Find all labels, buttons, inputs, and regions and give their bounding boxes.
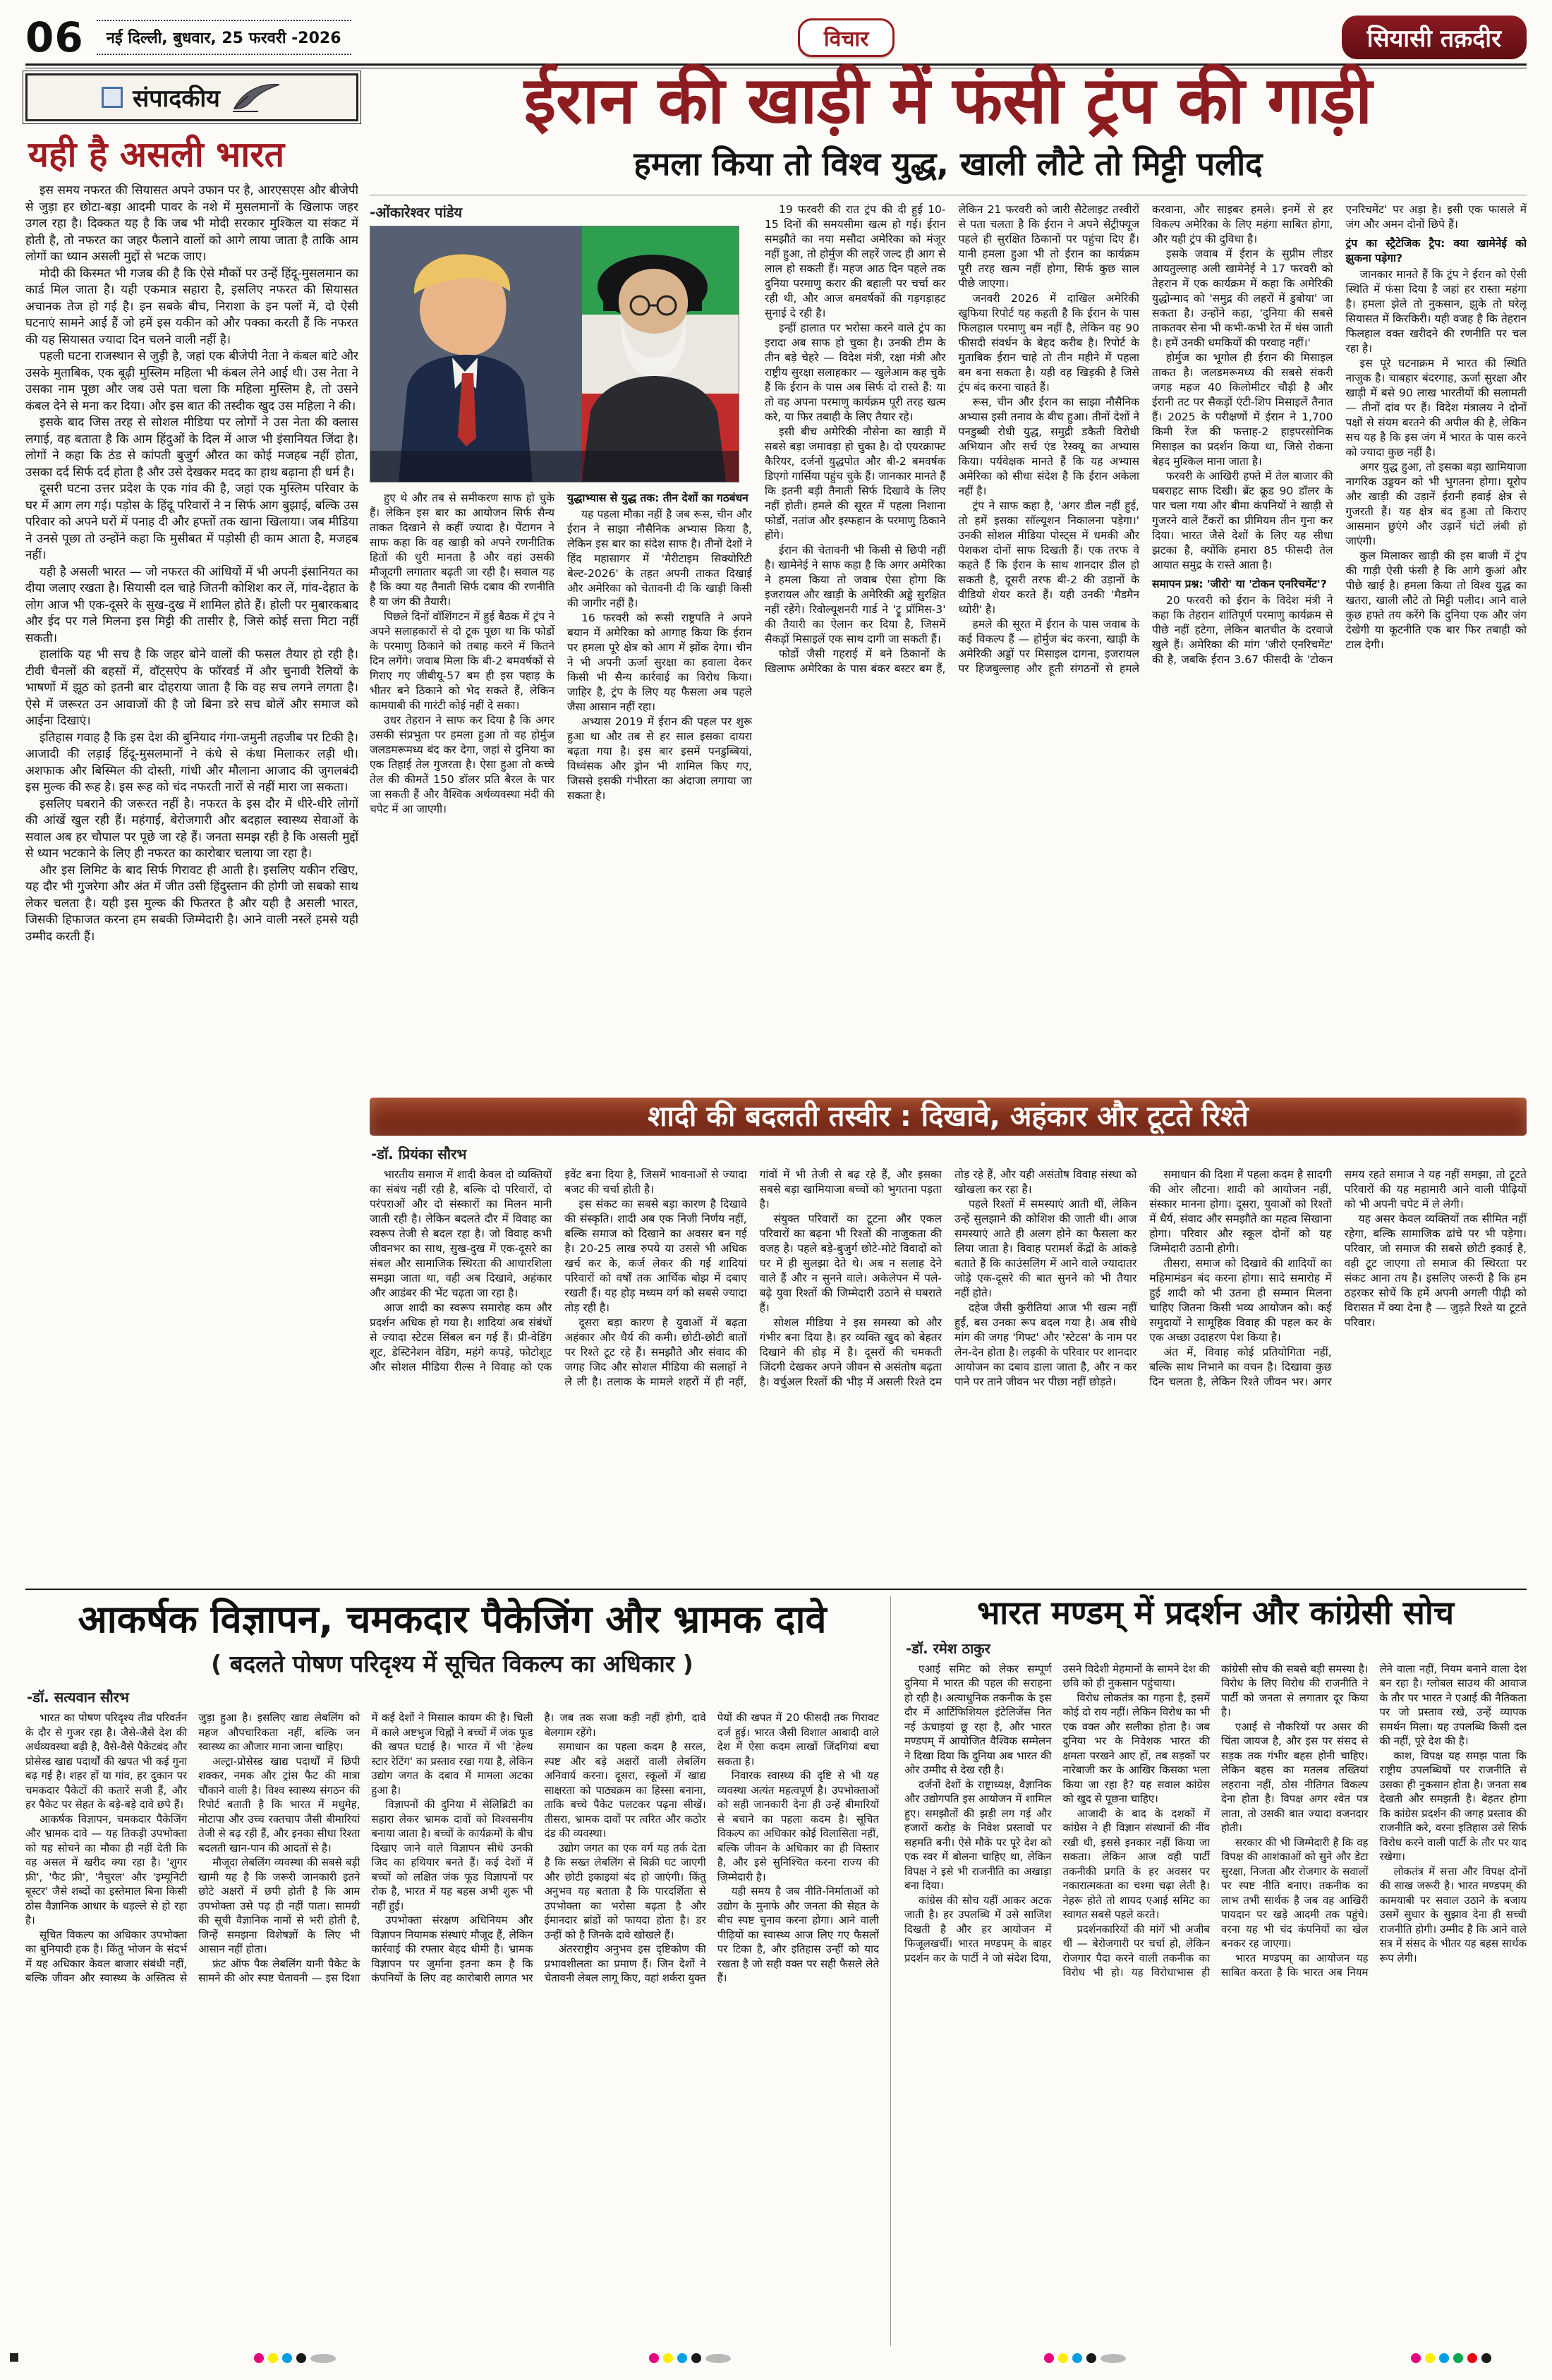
paragraph: उपभोक्ता संरक्षण अधिनियम और विज्ञापन नियामक संस्थाएं मौजूद हैं, लेकिन कार्रवाई की रफ्तार बेहद धीमी है। भ्रामक विज्ञापन पर जुर्माना इतना कम है कि कंपनियों के लिए वह कारोबारी लागत भर है। जब तक सजा कड़ी नहीं होगी, दावे बेलगाम रहेंगे। (371, 1711, 706, 1985)
section-label: विचार (798, 18, 895, 57)
paragraph: तीसरा, समाज को दिखावे की शादियों का महिमामंडन बंद करना होगा। सादे समारोह में हुई शादी को भी उतना ही सम्मान मिलना चाहिए जितना किसी भव्य आयोजन को। कई समुदायों ने सामूहिक विवाह की पहल कर के एक अच्छा उदाहरण पेश किया है। (1149, 1257, 1332, 1344)
editorial-section-label: संपादकीय (133, 85, 220, 113)
paragraph: इस समय नफरत की सियासत अपने उफान पर है, आरएसएस और बीजेपी से जुड़ा हर छोटा-बड़ा आदमी पावर के नशे में मुसलमानों के खिलाफ जहर उगल रहा है। दिक्कत यह है कि जब भी मोदी सरकार मुश्किल या संकट में होती है, तो नफरत का जहर फैलाने वालों को आगे लाया जाता है ताकि आम लोगों का ध्यान असली मुद्दों से भटक जाए। (25, 183, 358, 264)
paragraph: युद्धाभ्यास से युद्ध तक: तीन देशों का गठबंधन (567, 491, 748, 504)
lead-subhead: हमला किया तो विश्व युद्ध, खाली लौटे तो मिट्टी पलीद (633, 144, 1263, 183)
paragraph: आजादी के बाद के दशकों में कांग्रेस ने ही विज्ञान संस्थानों की नींव रखी थी, इससे इनकार नहीं किया जा सकता। लेकिन आज वही पार्टी तकनीकी प्रगति के हर अवसर पर नकारात्मकता का चश्मा चढ़ा लेती है। नेहरू होते तो शायद एआई समिट का स्वागत सबसे पहले करते। (1062, 1807, 1210, 1921)
paragraph: 20 फरवरी को ईरान के विदेश मंत्री ने कहा कि तेहरान शांतिपूर्ण परमाणु कार्यक्रम से पीछे नहीं हटेगा, लेकिन बातचीत के दरवाजे खुले हैं। अमेरिका की मांग 'जीरो एनरिचमेंट' की है, जबकि ईरान 3.67 फीसदी के 'टोकन एनरिचमेंट' पर अड़ा है। इसी एक फासले में जंग और अमन दोनों छिपे हैं। (1152, 202, 1527, 666)
paragraph: समापन प्रश्न: 'जीरो' या 'टोकन एनरिचमेंट'? (1152, 577, 1327, 590)
lead-body (370, 202, 1527, 1093)
registration-mark-group (1044, 2353, 1126, 2363)
paragraph: इन्हीं हालात पर भरोसा करने वाले ट्रंप का इरादा अब साफ हो चुका है। उनकी टीम के तीन बड़े चेहरे — विदेश मंत्री, रक्षा मंत्री और राष्ट्रीय सुरक्षा सलाहकार — खुलेआम कह चुके हैं कि ईरान के पास अब सिर्फ दो रास्ते हैं: या तो वह अपना परमाणु कार्यक्रम पूरी तरह खत्म करे, या फिर तबाही के लिए तैयार रहे। (765, 321, 946, 423)
food-labeling-article (25, 1598, 879, 2348)
bottom-band-rule (25, 1589, 1527, 1590)
editorial-body (25, 183, 358, 1544)
registration-mark-group (649, 2353, 731, 2363)
paragraph: और इस लिमिट के बाद सिर्फ गिरावट ही आती है। इसलिए यकीन रखिए, यह दौर भी गुजरेगा और अंत में जीत उसी हिंदुस्तान की होगी जो सबको साथ लेकर चलता है। यही इस मुल्क की फितरत है और यही है असली भारत, जिसकी हिफाजत करना हम सबकी जिम्मेदारी है। आने वाली नस्लें हमसे यही उम्मीद करती हैं। (25, 863, 358, 944)
paragraph: ट्रंप ने साफ कहा है, 'अगर डील नहीं हुई, तो हमें इसका सॉल्यूशन निकालना पड़ेगा।' उनकी सोशल मीडिया पोस्ट्स में धमकी और पेशकश दोनों साफ दिखती हैं। एक तरफ वे कहते हैं कि ईरान के साथ शानदार डील हो सकती है, दूसरी तरफ बी-2 की उड़ानों के वीडियो शेयर करते हैं। यही उनकी 'मैडमैन थ्योरी' है। (958, 499, 1139, 616)
paragraph: इसी बीच अमेरिकी नौसेना का खाड़ी में सबसे बड़ा जमावड़ा हो चुका है। दो एयरक्राफ्ट कैरियर, दर्जनों युद्धपोत और बी-2 बमवर्षक डिएगो गार्सिया पहुंच चुके हैं। जानकार मानते हैं कि इतनी बड़ी तैनाती सिर्फ दिखावे के लिए नहीं होती। हमले की सूरत में पहला निशाना फोर्डो, नतांज और इस्फहान के परमाणु ठिकाने होंगे। (765, 425, 946, 542)
paragraph: इस पूरे घटनाक्रम में भारत की स्थिति नाजुक है। चाबहार बंदरगाह, ऊर्जा सुरक्षा और खाड़ी में बसे 90 लाख भारतीयों की सलामती — तीनों दांव पर हैं। विदेश मंत्रालय ने दोनों पक्षों से संयम बरतने की अपील की है, लेकिन सच यह है कि इस जंग में भारत के पास करने को ज्यादा कुछ नहीं है। (1345, 356, 1527, 459)
editorial-headline: यही है असली भारत (28, 134, 285, 175)
paragraph: अगर युद्ध हुआ, तो इसका बड़ा खामियाजा नागरिक उड्डयन को भी भुगतना होगा। यूरोप और खाड़ी की उड़ानें ईरानी हवाई क्षेत्र से गुजरती हैं। यह क्षेत्र बंद हुआ तो किराए आसमान छुएंगे और उड़ानें घंटों लंबी हो जाएंगी। (1345, 460, 1527, 547)
lead-headline: ईरान की खाड़ी में फंसी ट्रंप की गाड़ी (523, 63, 1373, 138)
mandapam-headline: भारत मण्डम् में प्रदर्शन और कांग्रेसी सोच (976, 1593, 1455, 1632)
registration-mark-group (1411, 2353, 1491, 2363)
paragraph: 19 फरवरी की रात ट्रंप की दी हुई 10-15 दिनों की समयसीमा खत्म हो गई। ईरान समझौते का नया मसौदा अमेरिका को मंजूर नहीं हुआ, तो होर्मुज की लहरें जल्द ही आग से लाल हो सकती हैं। महज आठ दिन पहले तक दुनिया परमाणु करार की बहाली पर चर्चा कर रही थी, और आज बमवर्षकों की गड़गड़ाहट सुनाई दे रही है। (765, 202, 946, 320)
paragraph: समाधान का पहला कदम है सरल, स्पष्ट और बड़े अक्षरों वाली लेबलिंग अनिवार्य करना। दूसरा, स्कूलों में खाद्य साक्षरता को पाठ्यक्रम का हिस्सा बनाना, ताकि बच्चे पैकेट पलटकर पढ़ना सीखें। तीसरा, भ्रामक दावों पर त्वरित और कठोर दंड की व्यवस्था। (544, 1740, 706, 1840)
lead-byline: -ओंकारेश्वर पांडेय (370, 203, 463, 221)
page-header (25, 14, 1527, 61)
paragraph: फ्रंट ऑफ पैक लेबलिंग यानी पैकेट के सामने की ओर स्पष्ट चेतावनी — इस दिशा में कई देशों ने मिसाल कायम की है। चिली में काले अष्टभुज चिह्नों ने बच्चों में जंक फूड की खपत घटाई है। भारत में भी 'हेल्थ स्टार रेटिंग' का प्रस्ताव रखा गया है, लेकिन उद्योग जगत के दबाव में मामला अटका हुआ है। (198, 1711, 533, 1985)
paragraph: कांग्रेस की सोच यहीं आकर अटक जाती है। हर उपलब्धि में उसे साजिश दिखती है और हर आयोजन में फिजूलखर्ची। भारत मण्डपम् के बाहर प्रदर्शन कर के पार्टी ने जो संदेश दिया, उसने विदेशी मेहमानों के सामने देश की छवि को ही नुकसान पहुंचाया। (904, 1662, 1210, 1965)
paragraph: दर्जनों देशों के राष्ट्राध्यक्ष, वैज्ञानिक और उद्योगपति इस आयोजन में शामिल हुए। समझौतों की झड़ी लग गई और हजारों करोड़ के निवेश प्रस्तावों पर सहमति बनी। ऐसे मौके पर पूरे देश को एक स्वर में बोलना चाहिए था, लेकिन विपक्ष ने इसे भी राजनीति का अखाड़ा बना दिया। (904, 1778, 1052, 1893)
paragraph: अल्ट्रा-प्रोसेस्ड खाद्य पदार्थों में छिपी शक्कर, नमक और ट्रांस फैट की मात्रा चौंकाने वाली है। विश्व स्वास्थ्य संगठन की रिपोर्ट बताती है कि भारत में मधुमेह, मोटापा और उच्च रक्तचाप जैसी बीमारियां तेजी से बढ़ रही हैं, और इनका सीधा रिश्ता बदलती खान-पान की आदतों से है। (198, 1754, 360, 1854)
lead-left-block (370, 202, 752, 1093)
quill-pen-icon (230, 82, 282, 113)
paragraph: यह पहला मौका नहीं है जब रूस, चीन और ईरान ने साझा नौसैनिक अभ्यास किया है, लेकिन इस बार का संदेश साफ है। तीनों देशों ने हिंद महासागर में 'मैरीटाइम सिक्योरिटी बेल्ट-2026' के तहत अपनी ताकत दिखाई और अमेरिका को चेतावनी दी कि खाड़ी किसी की जागीर नहीं है। (567, 507, 752, 609)
paragraph: हालांकि यह भी सच है कि जहर बोने वालों की फसल तैयार हो रही है। टीवी चैनलों की बहसों में, वॉट्सऐप के फॉरवर्ड में और चुनावी रैलियों के भाषणों में झूठ को इतनी बार दोहराया जाता है कि वह सच लगने लगता है। ऐसे में जरूरत उन आवाजों की है जो बिना डरे सच बोलें और समाज को आईना दिखाएं। (25, 648, 358, 728)
page-number: 06 (25, 13, 84, 61)
paragraph: अंतरराष्ट्रीय अनुभव इस दृष्टिकोण की प्रभावशीलता का प्रमाण हैं। जिन देशों ने चेतावनी लेबल लागू किए, वहां शर्करा युक्त पेयों की खपत में 20 फीसदी तक गिरावट दर्ज हुई। भारत जैसी विशाल आबादी वाले देश में ऐसा कदम लाखों जिंदगियां बचा सकता है। (544, 1711, 879, 1985)
marriage-article (370, 1098, 1527, 1583)
paragraph: हुए थे और तब से समीकरण साफ हो चुके हैं। लेकिन इस बार का आयोजन सिर्फ सैन्य ताकत दिखाने से कहीं ज्यादा है। पेंटागन ने साफ कहा कि वह खाड़ी को अपने रणनीतिक हितों की धुरी मानता है और वहां उसकी मौजूदगी लगातार बढ़ती जा रही है। सवाल यह है कि क्या यह तैनाती सिर्फ दबाव की रणनीति है या जंग की तैयारी। (370, 491, 554, 608)
paragraph: एआई समिट को लेकर सम्पूर्ण दुनिया में भारत की पहल की सराहना हो रही है। अत्याधुनिक तकनीक के इस दौर में आर्टिफिशियल इंटेलिजेंस नित नई ऊंचाइयां छू रहा है, और भारत मण्डपम् में आयोजित वैश्विक सम्मेलन ने दिखा दिया कि दुनिया अब भारत की ओर उम्मीद से देख रही है। (904, 1662, 1052, 1777)
paragraph: दूसरा बड़ा कारण है युवाओं में बढ़ता अहंकार और धैर्य की कमी। छोटी-छोटी बातों पर रिश्ते टूट रहे हैं। समझौते और संवाद की जगह जिद और सोशल मीडिया की सलाहों ने ले ली है। तलाक के मामले शहरों में ही नहीं, गांवों में भी तेजी से बढ़ रहे हैं, और इसका सबसे बड़ा खामियाजा बच्चों को भुगतना पड़ता है। (564, 1168, 942, 1388)
registration-mark-group (254, 2353, 336, 2363)
paragraph: काश, विपक्ष यह समझ पाता कि राष्ट्रीय उपलब्धियों पर राजनीति से उसका ही नुकसान होता है। जनता सब देखती और समझती है। बेहतर होगा कि कांग्रेस प्रदर्शन की जगह प्रस्ताव की राजनीति करे, वरना इतिहास उसे सिर्फ विरोध करने वाली पार्टी के तौर पर याद रखेगा। (1379, 1749, 1527, 1864)
paragraph: आकर्षक विज्ञापन, चमकदार पैकेजिंग और भ्रामक दावे — यह तिकड़ी उपभोक्ता को यह सोचने का मौका ही नहीं देती कि वह असल में खरीद क्या रहा है। 'शुगर फ्री', 'फैट फ्री', 'नैचुरल' और 'इम्यूनिटी बूस्टर' जैसे शब्दों का इस्तेमाल बिना किसी ठोस वैज्ञानिक आधार के धड़ल्ले से हो रहा है। (25, 1812, 188, 1927)
mandapam-body (904, 1662, 1527, 2324)
editorial-column (25, 73, 358, 1580)
paragraph: हमले की सूरत में ईरान के पास जवाब के कई विकल्प हैं — होर्मुज बंद करना, खाड़ी के अमेरिकी अड्डों पर मिसाइल दागना, इजरायल पर हिजबुल्लाह और हूती संगठनों से हमले करवाना, और साइबर हमले। इनमें से हर विकल्प अमेरिका के लिए महंगा साबित होगा, और यही ट्रंप की दुविधा है। (958, 202, 1333, 675)
paragraph: प्रदर्शनकारियों की मांगें भी अजीब थीं — बेरोजगारी पर चर्चा हो, लेकिन रोजगार पैदा करने वाली तकनीक का विरोध भी हो। यह विरोधाभास ही कांग्रेसी सोच की सबसे बड़ी समस्या है। विरोध के लिए विरोध की राजनीति ने पार्टी को जनता से लगातार दूर किया है। (1062, 1662, 1369, 1979)
paragraph: अंत में, विवाह कोई प्रतियोगिता नहीं, बल्कि साथ निभाने का वचन है। दिखावा कुछ दिन चलता है, लेकिन रिश्ते जीवन भर। अगर समय रहते समाज ने यह नहीं समझा, तो टूटते परिवारों की यह महामारी आने वाली पीढ़ियों को भी अपनी चपेट में ले लेगी। (1149, 1168, 1527, 1388)
paragraph: 16 फरवरी को रूसी राष्ट्रपति ने अपने बयान में अमेरिका को आगाह किया कि ईरान पर हमला पूरे क्षेत्र को आग में झोंक देगा। चीन ने भी अपनी ऊर्जा सुरक्षा का हवाला देकर किसी भी सैन्य कार्रवाई का विरोध किया। जाहिर है, ट्रंप के लिए यह फैसला अब पहले जैसा आसान नहीं रहा। (567, 611, 752, 713)
paragraph: फोर्डो जैसी गहराई में बने ठिकानों के खिलाफ अमेरिका के पास बंकर बस्टर बम हैं, लेकिन 21 फरवरी को जारी सैटेलाइट तस्वीरों से पता चलता है कि ईरान ने अपने सेंट्रीफ्यूज पहले ही सुरक्षित ठिकानों पर पहुंचा दिए हैं। यानी हमला हुआ भी तो ईरान का कार्यक्रम पूरी तरह खत्म नहीं होगा, सिर्फ कुछ साल पीछे जाएगा। (765, 202, 1139, 675)
paragraph: विरोध लोकतंत्र का गहना है, इसमें कोई दो राय नहीं। लेकिन विरोध का भी एक वक्त और सलीका होता है। जब दुनिया भर के निवेशक भारत की क्षमता परखने आए हों, तब सड़कों पर नारेबाजी कर के आखिर किसका भला किया जा रहा है? यह सवाल कांग्रेस को खुद से पूछना चाहिए। (1062, 1691, 1210, 1806)
paragraph: रूस, चीन और ईरान का साझा नौसैनिक अभ्यास इसी तनाव के बीच हुआ। तीनों देशों ने पनडुब्बी रोधी युद्ध, समुद्री डकैती विरोधी अभियान और सर्च एंड रेस्क्यू का अभ्यास किया। पर्यवेक्षक मानते हैं कि यह अभ्यास अमेरिका को सीधा संदेश है कि ईरान अकेला नहीं है। (958, 395, 1139, 497)
paragraph: निवारक स्वास्थ्य की दृष्टि से भी यह व्यवस्था अत्यंत महत्वपूर्ण है। उपभोक्ताओं को सही जानकारी देना ही उन्हें बीमारियों से बचाने का पहला कदम है। सूचित विकल्प का अधिकार कोई विलासिता नहीं, बल्कि जीवन के अधिकार का ही विस्तार है, और इसे सुनिश्चित करना राज्य की जिम्मेदारी है। (717, 1769, 879, 1883)
paragraph: इतिहास गवाह है कि इस देश की बुनियाद गंगा-जमुनी तहजीब पर टिकी है। आजादी की लड़ाई हिंदू-मुसलमानों ने कंधे से कंधा मिलाकर लड़ी थी। अशफाक और बिस्मिल की दोस्ती, गांधी और मौलाना आजाद की जुगलबंदी इस मुल्क की रूह है। इस रूह को चंद नफरती नारों से नहीं मारा जा सकता। (25, 730, 358, 794)
paragraph: कुल मिलाकर खाड़ी की इस बाजी में ट्रंप की गाड़ी ऐसी फंसी है कि आगे कुआं और पीछे खाई है। हमला किया तो विश्व युद्ध का खतरा, खाली लौटे तो मिट्टी पलीद। आने वाले कुछ हफ्ते तय करेंगे कि दुनिया एक और जंग देखेगी या कूटनीति एक बार फिर तबाही को टाल देगी। (1345, 549, 1527, 651)
lead-article (370, 63, 1527, 1089)
paragraph: फरवरी के आखिरी हफ्ते में तेल बाजार की घबराहट साफ दिखी। ब्रेंट क्रूड 90 डॉलर के पार चला गया और बीमा कंपनियों ने खाड़ी से गुजरने वाले टैंकरों का प्रीमियम तीन गुना कर दिया। भारत जैसे देशों के लिए यह सीधा झटका है, क्योंकि हमारा 85 फीसदी तेल आयात समुद्र के रास्ते आता है। (1152, 469, 1333, 571)
mandapam-article (904, 1594, 1527, 2348)
paragraph: यह असर केवल व्यक्तियों तक सीमित नहीं रहेगा, बल्कि सामाजिक ढांचे पर भी पड़ेगा। परिवार, जो समाज की सबसे छोटी इकाई है, वही टूट जाएगा तो समाज की स्थिरता पर संकट आना तय है। इसलिए जरूरी है कि हम ठहरकर सोचें कि हमें अपनी अगली पीढ़ी को विरासत में क्या देना है — जुड़ते रिश्ते या टूटते परिवार। (1344, 1213, 1527, 1329)
registration-marks-strip (0, 2350, 1552, 2372)
paragraph: सूचित विकल्प का अधिकार उपभोक्ता का बुनियादी हक है। किंतु भोजन के संदर्भ में यह अधिकार केवल बाजार संबंधी नहीं, बल्कि जीवन और स्वास्थ्य के अस्तित्व से जुड़ा हुआ है। इसलिए खाद्य लेबलिंग को महज औपचारिकता नहीं, बल्कि जन स्वास्थ्य का औजार माना जाना चाहिए। (25, 1711, 360, 1985)
paragraph: इस संकट का सबसे बड़ा कारण है दिखावे की संस्कृति। शादी अब एक निजी निर्णय नहीं, बल्कि समाज को दिखाने का अवसर बन गई है। 20-25 लाख रुपये या उससे भी अधिक खर्च कर के, कर्ज लेकर की गई शादियां परिवारों को वर्षों तक आर्थिक बोझ में दबाए रखती हैं। यह होड़ मध्यम वर्ग को सबसे ज्यादा तोड़ रही है। (564, 1198, 747, 1314)
paragraph: भारत मण्डपम् का आयोजन यह साबित करता है कि भारत अब नियम लेने वाला नहीं, नियम बनाने वाला देश बन रहा है। ग्लोबल साउथ की आवाज के तौर पर भारत ने एआई की नैतिकता पर जो प्रस्ताव रखे, उन्हें व्यापक समर्थन मिला। यह उपलब्धि किसी दल की नहीं, पूरे देश की है। (1221, 1662, 1527, 1979)
paragraph: सोशल मीडिया ने इस समस्या को और गंभीर बना दिया है। हर व्यक्ति खुद को बेहतर दिखाने की होड़ में है। दूसरों की चमकती जिंदगी देखकर अपने जीवन से असंतोष बढ़ता है। वर्चुअल रिश्तों की भीड़ में असली रिश्ते दम तोड़ रहे हैं, और यही असंतोष विवाह संस्था को खोखला कर रहा है। (759, 1168, 1137, 1388)
paragraph: भारत का पोषण परिदृश्य तीव्र परिवर्तन के दौर से गुजर रहा है। जैसे-जैसे देश की अर्थव्यवस्था बढ़ी है, वैसे-वैसे पैकेटबंद और प्रोसेस्ड खाद्य पदार्थों की खपत भी कई गुना बढ़ गई है। शहर हों या गांव, हर दुकान पर चमकदार पैकेटों की कतारें सजी हैं, और हर पैकेट पर सेहत के बड़े-बड़े दावे छपे हैं। (25, 1711, 188, 1811)
paragraph: लोकतंत्र में सत्ता और विपक्ष दोनों की साख जरूरी है। भारत मण्डपम् की कामयाबी पर सवाल उठाने के बजाय उसमें सुधार के सुझाव देना ही सच्ची राजनीति होगी। उम्मीद है कि आने वाले सत्र में संसद के भीतर यह बहस सार्थक रूप लेगी। (1379, 1864, 1527, 1965)
food-subhead: ( बदलते पोषण परिदृश्य में सूचित विकल्प का अधिकार ) (211, 1650, 693, 1678)
editorial-section-box (25, 73, 358, 121)
paragraph: दहेज जैसी कुरीतियां आज भी खत्म नहीं हुईं, बस उनका रूप बदल गया है। अब सीधे मांग की जगह 'गिफ्ट' और 'स्टेटस' के नाम पर लेन-देन होता है। लड़की के परिवार पर शानदार आयोजन का दबाव डाला जाता है, और न कर पाने पर ताने जीवन भर पीछा नहीं छोड़ते। (954, 1301, 1137, 1388)
marriage-body (370, 1167, 1527, 1581)
paragraph: ट्रंप का स्ट्रैटेजिक ट्रैप: क्या खामेनेई को झुकना पड़ेगा? (1345, 236, 1527, 265)
paragraph: आज शादी का स्वरूप समारोह कम और प्रदर्शन अधिक हो गया है। शादियां अब संबंधों से ज्यादा स्टेटस सिंबल बन गई हैं। प्री-वेडिंग शूट, डेस्टिनेशन वेडिंग, महंगे कपड़े, फोटोशूट और सोशल मीडिया रील्स ने विवाह को एक इवेंट बना दिया है, जिसमें भावनाओं से ज्यादा बजट की चर्चा होती है। (370, 1168, 747, 1373)
paragraph: संयुक्त परिवारों का टूटना और एकल परिवारों का बढ़ना भी रिश्तों की नाजुकता की वजह है। पहले बड़े-बुजुर्ग छोटे-मोटे विवादों को घर में ही सुलझा देते थे। अब न सलाह देने वाले हैं और न सुनने वाले। अकेलेपन में पले-बढ़े युवा रिश्तों की जिम्मेदारी उठाने से घबराते हैं। (759, 1213, 942, 1314)
lead-left-text (370, 491, 752, 1083)
marriage-headline: शादी की बदलती तस्वीर : दिखावे, अहंकार और टूटते रिश्ते (370, 1098, 1527, 1136)
paragraph: पहली घटना राजस्थान से जुड़ी है, जहां एक बीजेपी नेता ने कंबल बांटे और उसके मुताबिक, एक बूढ़ी मुस्लिम महिला भी कंबल लेने आई थी। उस नेता ने उसका नाम पूछा और जब उसे पता चला कि महिला मुस्लिम है, तो उसने कंबल देने से मना कर दिया। और इस बात की तस्दीक खुद उस महिला ने की। (25, 349, 358, 413)
food-byline: -डॉ. सत्यवान सौरभ (27, 1689, 129, 1706)
paragraph: अभ्यास 2019 में ईरान की पहल पर शुरू हुआ था और तब से हर साल इसका दायरा बढ़ता गया है। इस बार इसमें पनडुब्बियां, विध्वंसक और ड्रोन भी शामिल किए गए, जिससे इसकी गंभीरता का अंदाजा लगाया जा सकता है। (567, 715, 752, 802)
paragraph: जनवरी 2026 में दाखिल अमेरिकी खुफिया रिपोर्ट यह कहती है कि ईरान के पास फिलहाल परमाणु बम नहीं है, लेकिन वह 90 फीसदी संवर्धन के बेहद करीब है। रिपोर्ट के मुताबिक ईरान चाहे तो तीन महीने में पहला बम बना सकता है। यही वह खिड़की है जिसे ट्रंप बंद करना चाहते हैं। (958, 291, 1139, 394)
paragraph: सरकार की भी जिम्मेदारी है कि वह विपक्ष की आशंकाओं को सुने और डेटा सुरक्षा, निजता और रोजगार के सवालों पर स्पष्ट नीति बनाए। तकनीक का लाभ तभी सार्थक है जब वह आखिरी पायदान पर खड़े आदमी तक पहुंचे। वरना यह भी चंद कंपनियों का खेल बनकर रह जाएगा। (1221, 1835, 1369, 1950)
trump-khamenei-photo (370, 226, 739, 482)
newspaper-brand: सियासी तक़दीर (1342, 16, 1527, 59)
paragraph: यही समय है जब नीति-निर्माताओं को उद्योग के मुनाफे और जनता की सेहत के बीच स्पष्ट चुनाव करना होगा। आने वाली पीढ़ियों का स्वास्थ्य आज लिए गए फैसलों पर टिका है, और इतिहास उन्हीं को याद रखता है जो सही वक्त पर सही फैसले लेते हैं। (717, 1885, 879, 1985)
food-body (25, 1711, 879, 2330)
paragraph: समाधान की दिशा में पहला कदम है सादगी की ओर लौटना। शादी को आयोजन नहीं, संस्कार मानना होगा। दूसरा, युवाओं को रिश्तों में धैर्य, संवाद और समझौते का महत्व सिखाना होगा। परिवार और स्कूल दोनों को यह जिम्मेदारी उठानी होगी। (1149, 1168, 1332, 1255)
paragraph: दूसरी घटना उत्तर प्रदेश के एक गांव की है, जहां एक मुस्लिम परिवार के घर में आग लग गई। पड़ोस के हिंदू परिवारों ने न सिर्फ आग बुझाई, बल्कि उस परिवार को अपने घरों में पनाह दी और हफ्तों तक खाना खिलाया। जब मीडिया ने उनसे पूछा तो उन्होंने कहा कि मुसीबत में पड़ोसी ही काम आता है, मजहब नहीं। (25, 482, 358, 562)
paragraph: पहले रिश्तों में समस्याएं आती थीं, लेकिन उन्हें सुलझाने की कोशिश की जाती थी। आज समस्याएं आते ही अलग होने का फैसला कर लिया जाता है। विवाह परामर्श केंद्रों के आंकड़े बताते हैं कि काउंसलिंग में आने वाले ज्यादातर जोड़े एक-दूसरे की बात सुनने को भी तैयार नहीं होते। (954, 1198, 1137, 1299)
food-headline: आकर्षक विज्ञापन, चमकदार पैकेजिंग और भ्रामक दावे (78, 1597, 827, 1641)
bottom-vertical-separator (890, 1596, 891, 2346)
editorial-square-icon (102, 87, 123, 108)
paragraph: उद्योग जगत का एक वर्ग यह तर्क देता है कि सख्त लेबलिंग से बिक्री घट जाएगी और छोटी इकाइयां बंद हो जाएंगी। किंतु अनुभव यह बताता है कि पारदर्शिता से उपभोक्ता का भरोसा बढ़ता है और ईमानदार ब्रांडों को फायदा होता है। डर उन्हीं को है जिनके दावे खोखले हैं। (544, 1841, 706, 1941)
paragraph: इसके जवाब में ईरान के सुप्रीम लीडर आयतुल्लाह अली खामेनेई ने 17 फरवरी को तेहरान में एक कार्यक्रम में कहा कि अमेरिकी युद्धोन्माद को 'समुद्र की लहरों में डुबोया' जा सकता है। उन्होंने कहा, 'दुनिया की सबसे ताकतवर सेना भी कभी-कभी रेत में धंस जाती है। हमें उनकी धमकियों की परवाह नहीं।' (1152, 247, 1333, 349)
paragraph: पिछले दिनों वॉशिंगटन में हुई बैठक में ट्रंप ने अपने सलाहकारों से दो टूक पूछा था कि फोर्डो के परमाणु ठिकाने को तबाह करने में कितने दिन लगेंगे। जवाब मिला कि बी-2 बमवर्षकों से गिराए गए जीबीयू-57 बम ही इस पहाड़ के भीतर बने ठिकाने को भेद सकते हैं, लेकिन कामयाबी की गारंटी कोई नहीं दे सका। (370, 609, 554, 712)
paragraph: भारतीय समाज में शादी केवल दो व्यक्तियों का संबंध नहीं रही है, बल्कि दो परिवारों, दो परंपराओं और दो संस्कारों का मिलन मानी जाती रही है। लेकिन बदलते दौर में विवाह का स्वरूप तेजी से बदल रहा है। जो विवाह कभी जीवनभर का साथ, सुख-दुख में एक-दूसरे का संबल और सामाजिक स्थिरता की आधारशिला समझा जाता था, वही अब दिखावे, अहंकार और आडंबर की भेंट चढ़ता जा रहा है। (370, 1168, 552, 1299)
paragraph: मौजूदा लेबलिंग व्यवस्था की सबसे बड़ी खामी यह है कि जरूरी जानकारी इतने छोटे अक्षरों में छपी होती है कि आम उपभोक्ता उसे पढ़ ही नहीं पाता। सामग्री की सूची वैज्ञानिक नामों से भरी होती है, जिन्हें समझना विशेषज्ञों के लिए भी आसान नहीं होता। (198, 1856, 360, 1956)
paragraph: ईरान की चेतावनी भी किसी से छिपी नहीं है। खामेनेई ने साफ कहा है कि अगर अमेरिका ने हमला किया तो जवाब ऐसा होगा कि इजरायल और खाड़ी के अमेरिकी अड्डे सुरक्षित नहीं रहेंगे। रिवोल्यूशनरी गार्ड ने 'ट्रू प्रॉमिस-3' की तैयारी का ऐलान कर दिया है, जिसमें सैकड़ों मिसाइलें एक साथ दागी जा सकती हैं। (765, 543, 946, 645)
paragraph: इसके बाद जिस तरह से सोशल मीडिया पर लोगों ने उस नेता की क्लास लगाई, वह बताता है कि आम हिंदुओं के दिल में आज भी इंसानियत जिंदा है। लोगों ने कहा कि ठंड से कांपती बुजुर्ग औरत का कोई मजहब नहीं होता, उसका दर्द सिर्फ दर्द होता है और उसे देखकर मदद का हाथ बढ़ाना ही धर्म है। (25, 415, 358, 480)
marriage-byline: -डॉ. प्रियंका सौरभ (371, 1146, 467, 1162)
paragraph: उधर तेहरान ने साफ कर दिया है कि अगर उसकी संप्रभुता पर हमला हुआ तो वह होर्मुज जलडमरूमध्य बंद कर देगा, जहां से दुनिया का एक तिहाई तेल गुजरता है। ऐसा हुआ तो कच्चे तेल की कीमतें 150 डॉलर प्रति बैरल के पार जा सकती हैं और वैश्विक अर्थव्यवस्था मंदी की चपेट में आ जाएगी। (370, 713, 554, 815)
paragraph: विज्ञापनों की दुनिया में सेलिब्रिटी का सहारा लेकर भ्रामक दावों को विश्वसनीय बनाया जाता है। बच्चों के कार्यक्रमों के बीच दिखाए जाने वाले विज्ञापन सीधे उनकी जिद का हथियार बनते हैं। कई देशों में बच्चों को लक्षित जंक फूड विज्ञापनों पर रोक है, भारत में यह बहस अभी शुरू भी नहीं हुई। (371, 1798, 533, 1912)
paragraph: यही है असली भारत — जो नफरत की आंधियों में भी अपनी इंसानियत का दीया जलाए रखता है। सियासी दल चाहे जितनी कोशिश कर लें, गांव-देहात के लोग आज भी एक-दूसरे के सुख-दुख में शामिल होते हैं। होली पर मुबारकबाद और ईद पर गले मिलना इस मिट्टी की तासीर है, जिसे कोई सत्ता मिटा नहीं सकती। (25, 564, 358, 645)
mandapam-byline: -डॉ. रमेश ठाकुर (906, 1639, 990, 1657)
paragraph: जानकार मानते हैं कि ट्रंप ने ईरान को ऐसी स्थिति में फंसा दिया है जहां हर रास्ता महंगा है। हमला झेले तो नुकसान, झुके तो घरेलू सियासत में किरकिरी। यही वजह है कि तेहरान फिलहाल वक्त खरीदने की रणनीति पर चल रहा है। (1345, 267, 1527, 355)
lead-right-text (765, 202, 1527, 1093)
paragraph: होर्मुज का भूगोल ही ईरान की मिसाइल ताकत है। जलडमरूमध्य की सबसे संकरी जगह महज 40 किलोमीटर चौड़ी है और ईरानी तट पर सैकड़ों एंटी-शिप मिसाइलें तैनात हैं। 2025 के परीक्षणों में ईरान ने 1,700 किमी रेंज की फत्ताह-2 हाइपरसोनिक मिसाइल का प्रदर्शन किया था, जिसे रोकना बेहद मुश्किल माना जाता है। (1152, 351, 1333, 468)
paragraph: मोदी की किस्मत भी गजब की है कि ऐसे मौकों पर उन्हें हिंदू-मुसलमान का कार्ड मिल जाता है। यही एकमात्र सहारा है, इसलिए नफरत की सियासत अचानक तेज हो गई है। इन सबके बीच, निराशा के इन पलों में, दो ऐसी घटनाएं सामने आई हैं जो हमें इस यकीन को और पक्का करती हैं कि नफरत की यह सियासत ज्यादा दिन चलने वाली नहीं है। (25, 266, 358, 347)
paragraph: इसलिए घबराने की जरूरत नहीं है। नफरत के इस दौर में धीरे-धीरे लोगों की आंखें खुल रही हैं। महंगाई, बेरोजगारी और बदहाल स्वास्थ्य सेवाओं के सवाल अब हर चौपाल पर पूछे जा रहे हैं। जनता समझ रही है कि असली मुद्दों से ध्यान भटकाने के लिए ही नफरत का कारोबार चलाया जा रहा है। (25, 796, 358, 861)
date-line: नई दिल्ली, बुधवार, 25 फरवरी -2026 (97, 20, 351, 55)
paragraph: एआई से नौकरियों पर असर की चिंता जायज है, और इस पर संसद से सड़क तक गंभीर बहस होनी चाहिए। लेकिन बहस का मतलब तख्तियां लहराना नहीं, ठोस नीतिगत विकल्प देना होता है। विपक्ष अगर श्वेत पत्र लाता, तो उसकी बात ज्यादा वजनदार होती। (1221, 1720, 1369, 1835)
